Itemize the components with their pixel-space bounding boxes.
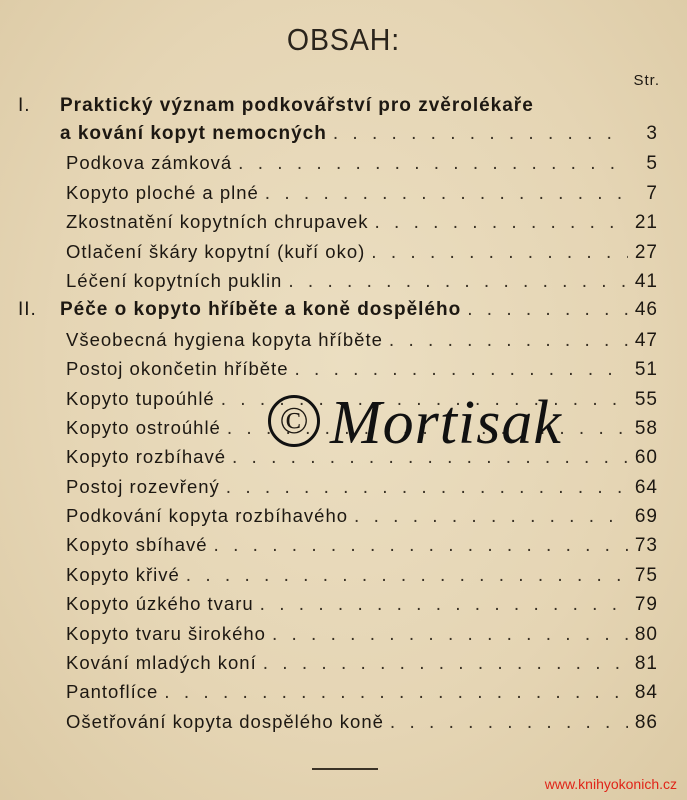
page-number: 51 (634, 359, 658, 381)
leader-dots (164, 678, 628, 707)
toc-item (18, 501, 658, 530)
chapter-number: I. (18, 95, 31, 116)
toc-item (18, 472, 658, 501)
watermark-text: Mortisak (330, 389, 562, 457)
page-number: 41 (634, 270, 658, 292)
page-number: 5 (646, 153, 658, 175)
chapter-number: II. (18, 299, 37, 321)
item-label: Kopyto rozbíhavé (66, 446, 226, 468)
page-number: 7 (646, 182, 658, 204)
leader-dots (390, 708, 628, 737)
chapter-title-line1: Praktický význam podkovářství pro zvěrolékaře (60, 95, 534, 116)
item-label: Kopyto tvaru širokého (66, 622, 266, 644)
toc-item (18, 589, 658, 618)
leader-dots (467, 295, 628, 324)
leader-dots (354, 502, 628, 531)
leader-dots (226, 473, 628, 502)
item-label: Kopyto ostroúhlé (66, 416, 221, 438)
toc-item (18, 207, 658, 236)
chapter-title-line1: Péče o kopyto hříběte a koně dospělého (60, 299, 462, 321)
toc-item (18, 237, 658, 266)
item-label: Podkova zámková (66, 152, 233, 174)
toc-item (18, 707, 658, 736)
page-number: 81 (634, 653, 658, 675)
leader-dots (263, 649, 628, 678)
toc-item (18, 325, 658, 354)
item-label: Kopyto tupoúhlé (66, 387, 215, 409)
leader-dots (272, 620, 628, 649)
item-label: Ošetřování kopyta dospělého koně (66, 710, 384, 732)
item-label: Podkování kopyta rozbíhavého (66, 505, 349, 527)
page-title: OBSAH: (286, 22, 401, 57)
page-column-header: Str. (633, 72, 660, 89)
page-number: 3 (646, 123, 658, 144)
page-number: 60 (634, 447, 658, 469)
item-label: Všeobecná hygiena kopyta hříběte (66, 328, 383, 350)
toc-item (18, 148, 658, 177)
page-number: 86 (634, 711, 658, 733)
page-number: 73 (634, 535, 658, 557)
toc-item (18, 648, 658, 677)
leader-dots (186, 561, 628, 590)
page-number: 47 (634, 329, 658, 351)
leader-dots (333, 119, 628, 148)
leader-dots (288, 267, 628, 296)
site-url: www.knihyokonich.cz (544, 776, 677, 792)
toc-chapter-1-line2 (18, 119, 658, 148)
page-number: 64 (634, 476, 658, 498)
item-label: Postoj okončetin hříběte (66, 358, 289, 380)
copyright-icon: © (268, 395, 320, 447)
page-number: 69 (634, 506, 658, 528)
page-number: 75 (634, 564, 658, 586)
item-label: Kopyto ploché a plné (66, 181, 259, 203)
item-label: Léčení kopytních puklin (66, 269, 283, 291)
toc-item (18, 677, 658, 706)
toc-item (18, 354, 658, 383)
toc-chapter-1-heading (18, 92, 658, 119)
item-label: Pantoflíce (66, 681, 159, 703)
page-number: 21 (634, 212, 658, 234)
item-label: Kopyto úzkého tvaru (66, 593, 254, 615)
item-label: Postoj rozevřený (66, 475, 220, 497)
page-number: 27 (634, 241, 658, 263)
leader-dots (371, 238, 628, 267)
page-number: 84 (634, 682, 658, 704)
leader-dots (374, 208, 628, 237)
toc-chapter-2-heading (18, 295, 658, 324)
toc-item (18, 530, 658, 559)
item-label: Kování mladých koní (66, 652, 257, 674)
item-label: Kopyto křivé (66, 563, 180, 585)
page-number: 46 (634, 299, 658, 321)
page-number: 55 (634, 388, 658, 410)
item-label: Otlačení škáry kopytní (kuří oko) (66, 240, 366, 262)
item-label: Zkostnatění kopytních chrupavek (66, 211, 369, 233)
leader-dots (238, 149, 628, 178)
page-number: 79 (634, 594, 658, 616)
leader-dots (214, 531, 628, 560)
leader-dots (265, 179, 628, 208)
leader-dots (389, 326, 628, 355)
item-label: Kopyto sbíhavé (66, 534, 208, 556)
leader-dots (295, 355, 629, 384)
toc-item (18, 178, 658, 207)
divider (312, 768, 378, 770)
leader-dots (260, 590, 628, 619)
toc-item (18, 619, 658, 648)
chapter-title-line2: a kování kopyt nemocných (60, 123, 327, 144)
page-number: 80 (634, 623, 658, 645)
page-number: 58 (634, 417, 658, 439)
toc-item (18, 266, 658, 295)
toc-item (18, 560, 658, 589)
